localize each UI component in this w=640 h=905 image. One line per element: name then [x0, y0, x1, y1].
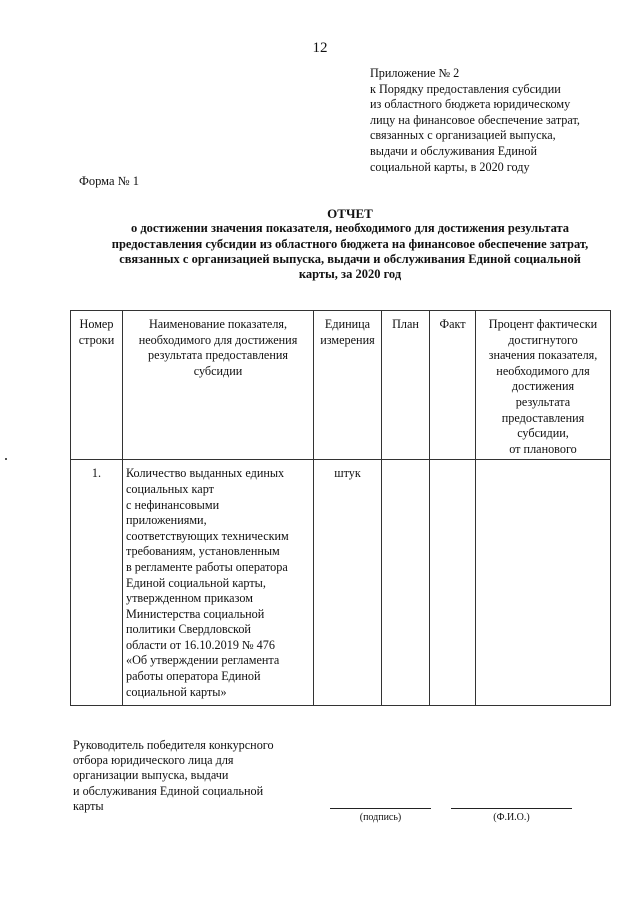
appendix-line: социальной карты, в 2020 году [370, 159, 530, 174]
cell-fact [430, 460, 476, 706]
title-line: предоставления субсидии из областного бюджета на финансовое обеспечение затрат, [111, 236, 589, 251]
cell-line: Количество выданных единых [126, 466, 285, 481]
document-title [70, 206, 630, 282]
header-line: Процент фактически [488, 317, 598, 331]
header-plan [382, 311, 430, 460]
table-row [71, 460, 611, 706]
header-unit [314, 311, 382, 460]
header-line: предоставления [501, 410, 585, 425]
cell-line: утвержденном приказом [126, 591, 253, 606]
appendix-line: выдачи и обслуживания Единой [370, 143, 538, 158]
cell-indicator-name [123, 460, 314, 706]
header-name [123, 311, 314, 460]
signer-line: карты [73, 798, 104, 813]
cell-line: социальной карты» [126, 684, 227, 699]
title-heading: ОТЧЕТ [327, 206, 373, 221]
cell-line: «Об утверждении регламента [126, 653, 280, 668]
header-line: значения показателя, [488, 348, 598, 363]
signer-line: организации выпуска, выдачи [73, 768, 229, 783]
title-line: карты, за 2020 год [298, 267, 402, 282]
signature-caption: (подпись) [359, 812, 402, 823]
scan-speck [5, 458, 7, 460]
header-fact [430, 311, 476, 460]
signer-block [73, 738, 323, 814]
header-line: измерения [320, 332, 375, 347]
cell-line: социальных карт [126, 481, 214, 496]
signer-line: отбора юридического лица для [73, 753, 234, 768]
header-line: достижения [511, 379, 575, 394]
appendix-block [370, 66, 620, 175]
signer-line: и обслуживания Единой социальной [73, 783, 264, 798]
cell-unit: штук [314, 460, 382, 706]
cell-percent [476, 460, 611, 706]
cell-plan [382, 460, 430, 706]
cell-line: Министерства социальной [126, 606, 265, 621]
header-line: необходимого для [496, 363, 590, 378]
cell-line: с нефинансовыми [126, 497, 220, 512]
appendix-line: связанных с организацией выпуска, [370, 128, 556, 143]
header-line: достигнутого [508, 332, 578, 347]
header-line: субсидии, [517, 426, 569, 441]
header-percent [476, 311, 611, 460]
cell-line: работы оператора Единой [126, 669, 261, 684]
cell-line: требованиям, установленным [126, 544, 280, 559]
header-line: результата предоставления [148, 348, 288, 363]
header-line: результата [515, 394, 571, 409]
header-line: Номер [79, 317, 114, 331]
table-header-row [71, 311, 611, 460]
full-name-line [451, 808, 572, 809]
appendix-line: к Порядку предоставления субсидии [370, 81, 561, 96]
header-line: План [392, 317, 419, 331]
header-line: Факт [439, 317, 466, 331]
header-number [71, 311, 123, 460]
signature-line [330, 808, 431, 809]
header-line: Наименование показателя, [148, 317, 288, 331]
title-line: связанных с организацией выпуска, выдачи и обслуживания Единой социальной [119, 251, 581, 266]
cell-line: Единой социальной карты, [126, 575, 266, 590]
header-line: субсидии [193, 363, 243, 378]
report-table [70, 310, 611, 706]
full-name-caption: (Ф.И.О.) [493, 812, 530, 823]
page-number: 12 [312, 40, 328, 56]
cell-line: соответствующих техническим [126, 528, 289, 543]
header-line: Единица [324, 317, 371, 331]
header-line: строки [78, 332, 115, 347]
cell-line: области от 16.10.2019 № 476 [126, 637, 275, 652]
cell-line: в регламенте работы оператора [126, 559, 288, 574]
cell-line: политики Свердловской [126, 622, 251, 637]
header-line: необходимого для достижения [138, 332, 298, 347]
cell-line: приложениями, [126, 513, 207, 528]
cell-number: 1. [71, 460, 123, 706]
signer-line: Руководитель победителя конкурсного [73, 738, 274, 752]
appendix-line: из областного бюджета юридическому [370, 97, 571, 112]
title-line: о достижении значения показателя, необходимого для достижения результата [130, 221, 570, 236]
header-line: от планового [509, 441, 577, 456]
appendix-line: лицу на финансовое обеспечение затрат, [370, 112, 580, 127]
appendix-line: Приложение № 2 [370, 66, 460, 80]
form-label: Форма № 1 [79, 174, 139, 188]
